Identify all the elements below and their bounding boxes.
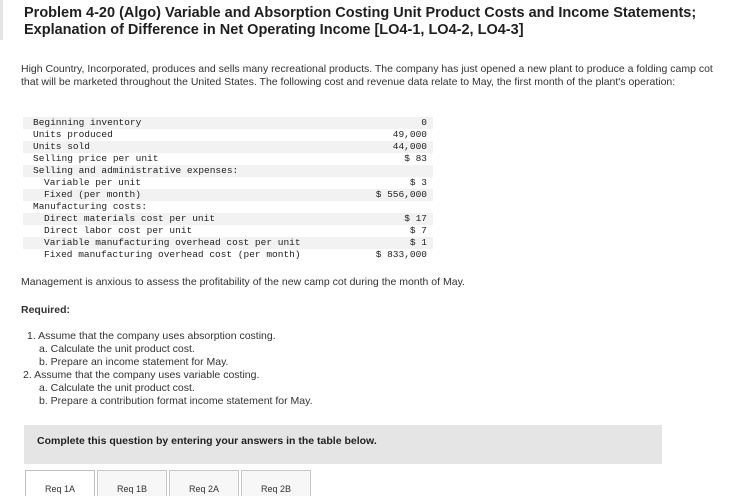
row-value: 44,000: [363, 141, 433, 153]
row-label: Selling price per unit: [33, 153, 159, 164]
tab-req-2b[interactable]: Req 2B: [241, 470, 311, 496]
row-value: $ 17: [363, 213, 433, 225]
tab-req-1b[interactable]: Req 1B: [97, 470, 167, 496]
row-value: 49,000: [392, 129, 427, 140]
row-value: $ 7: [409, 225, 427, 236]
problem-title: [24, 5, 724, 39]
row-value: $ 83: [404, 153, 427, 164]
cost-revenue-table: [23, 117, 433, 261]
instruction-text: Complete this question by entering your answers in the table below.: [37, 435, 377, 447]
table-row: [23, 117, 433, 129]
table-row: [23, 165, 433, 177]
requirement-2a: a. Calculate the unit product cost.: [39, 382, 195, 394]
row-label: Selling and administrative expenses:: [23, 165, 363, 177]
row-label: Units produced: [33, 129, 113, 140]
tab-req-2a[interactable]: Req 2A: [169, 470, 239, 496]
requirement-1b: b. Prepare an income statement for May.: [39, 356, 229, 368]
row-value: [363, 201, 433, 213]
table-row: [23, 189, 433, 201]
row-label: Direct materials cost per unit: [23, 213, 363, 225]
requirement-2: 2. Assume that the company uses variable costing.: [23, 369, 260, 381]
row-value: 0: [363, 117, 433, 129]
row-value: $ 833,000: [375, 249, 427, 260]
instruction-banner: [24, 425, 662, 464]
row-label: Fixed manufacturing overhead cost (per month): [44, 249, 301, 260]
row-label: Manufacturing costs:: [33, 201, 148, 212]
requirement-2b: b. Prepare a contribution format income statement for May.: [39, 395, 313, 407]
table-row: [23, 225, 433, 237]
requirement-1a: a. Calculate the unit product cost.: [39, 343, 195, 355]
intro-paragraph: High Country, Incorporated, produces and sells many recreational products. The company has just opened a new plant to produce a folding camp cot that will be marketed throughout the United States. The following cost and revenue data relate to May, the first month of the plant's operation:: [21, 63, 713, 88]
row-value: $ 1: [363, 237, 433, 249]
row-label: Direct labor cost per unit: [44, 225, 193, 236]
requirements-list: [23, 330, 313, 408]
row-label: Variable manufacturing overhead cost per unit: [23, 237, 363, 249]
problem-title-line2: Explanation of Difference in Net Operating Income [LO4-1, LO4-2, LO4-3]: [24, 22, 524, 38]
table-row: [23, 153, 433, 165]
required-heading: Required:: [21, 304, 71, 316]
table-row: [23, 237, 433, 249]
table-row: [23, 129, 433, 141]
title-bar: [0, 0, 747, 40]
table-row: [23, 249, 433, 261]
row-label: Beginning inventory: [23, 117, 363, 129]
problem-title-line1: Problem 4-20 (Algo) Variable and Absorption Costing Unit Product Costs and Income Statements;: [24, 5, 697, 21]
table-row: [23, 141, 433, 153]
table-row: [23, 213, 433, 225]
row-value: [363, 165, 433, 177]
row-label: Fixed (per month): [23, 189, 363, 201]
row-label: Units sold: [23, 141, 363, 153]
row-value: $ 3: [409, 177, 427, 188]
tab-req-1a[interactable]: Req 1A: [25, 470, 95, 496]
row-label: Variable per unit: [44, 177, 141, 188]
table-row: [23, 177, 433, 189]
row-value: $ 556,000: [363, 189, 433, 201]
management-statement: Management is anxious to assess the profitability of the new camp cot during the month of May.: [21, 276, 465, 288]
requirement-1: 1. Assume that the company uses absorption costing.: [27, 330, 276, 342]
table-row: [23, 201, 433, 213]
